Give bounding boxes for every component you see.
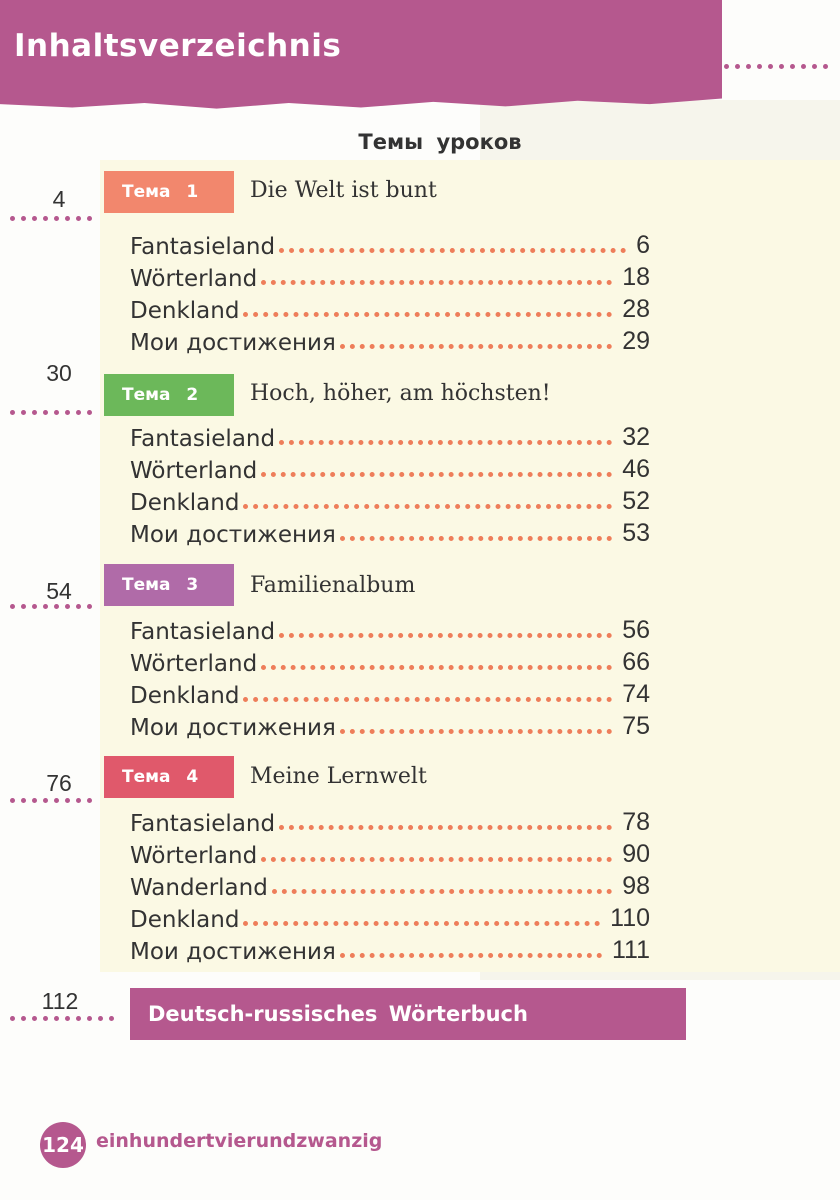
dot-leader <box>340 344 612 349</box>
entry-label: Wanderland <box>130 875 268 901</box>
dot-leader <box>261 665 612 670</box>
banner-dot-leader <box>724 64 834 69</box>
toc-entry[interactable] <box>130 228 650 260</box>
entry-label: Denkland <box>130 907 240 933</box>
entry-page: 52 <box>622 487 650 515</box>
entry-label: Fantasieland <box>130 426 276 452</box>
unit-title: Die Welt ist bunt <box>250 178 437 203</box>
entry-page: 78 <box>622 808 650 836</box>
entry-label: Мои достижения <box>130 939 336 965</box>
entry-label: Wörterland <box>130 458 258 484</box>
dictionary-link[interactable]: Deutsch-russisches Wörterbuch <box>130 988 686 1040</box>
dot-leader <box>243 697 612 702</box>
toc-entry[interactable] <box>130 420 650 452</box>
unit-title: Hoch, höher, am höchsten! <box>250 381 551 406</box>
dot-leader <box>272 889 612 894</box>
unit-dot-leader <box>10 410 98 415</box>
unit-start-page: 76 <box>46 770 72 796</box>
entry-page: 98 <box>622 872 650 900</box>
toc-entry[interactable] <box>130 516 650 548</box>
entry-page: 29 <box>622 327 650 355</box>
entry-label: Fantasieland <box>130 811 276 837</box>
unit-tag[interactable]: Тема 1 <box>104 171 234 213</box>
unit-start-page: 54 <box>46 578 72 604</box>
toc-entry[interactable] <box>130 452 650 484</box>
toc-entry[interactable] <box>130 709 650 741</box>
dot-leader <box>340 953 602 958</box>
entry-page: 74 <box>622 680 650 708</box>
toc-entry[interactable] <box>130 260 650 292</box>
dot-leader <box>279 825 612 830</box>
dot-leader <box>243 921 600 926</box>
entry-page: 90 <box>622 840 650 868</box>
dot-leader <box>243 504 612 509</box>
dot-leader <box>279 440 612 445</box>
lessons-heading: Темы уроков <box>358 130 522 154</box>
toc-entry[interactable] <box>130 933 650 965</box>
entry-page: 53 <box>622 519 650 547</box>
dot-leader <box>261 857 612 862</box>
entry-label: Wörterland <box>130 651 258 677</box>
dot-leader <box>340 729 612 734</box>
entry-label: Fantasieland <box>130 619 276 645</box>
dictionary-dot-leader <box>10 1016 120 1021</box>
toc-entry[interactable] <box>130 901 650 933</box>
unit-start-page: 4 <box>52 186 66 212</box>
dot-leader <box>279 248 626 253</box>
entry-page: 110 <box>610 904 650 932</box>
entry-page: 56 <box>622 616 650 644</box>
toc-entry[interactable] <box>130 645 650 677</box>
entry-page: 18 <box>622 263 650 291</box>
dot-leader <box>261 472 612 477</box>
entry-page: 32 <box>622 423 650 451</box>
toc-entry[interactable] <box>130 677 650 709</box>
entry-label: Мои достижения <box>130 330 336 356</box>
entry-page: 66 <box>622 648 650 676</box>
entry-page: 28 <box>622 295 650 323</box>
entry-label: Мои достижения <box>130 715 336 741</box>
entry-label: Denkland <box>130 298 240 324</box>
unit-tag[interactable]: Тема 2 <box>104 374 234 416</box>
unit-dot-leader <box>10 798 98 803</box>
dot-leader <box>261 280 612 285</box>
unit-dot-leader <box>10 216 98 221</box>
entry-label: Wörterland <box>130 843 258 869</box>
toc-entry[interactable] <box>130 292 650 324</box>
toc-entry[interactable] <box>130 869 650 901</box>
page-number-badge: 124 <box>40 1122 86 1168</box>
toc-entry[interactable] <box>130 837 650 869</box>
unit-tag[interactable]: Тема 3 <box>104 564 234 606</box>
toc-entry[interactable] <box>130 805 650 837</box>
dictionary-start-page: 112 <box>41 988 79 1014</box>
entry-label: Denkland <box>130 683 240 709</box>
dot-leader <box>279 633 612 638</box>
entry-label: Denkland <box>130 490 240 516</box>
unit-start-page: 30 <box>46 360 72 386</box>
unit-dot-leader <box>10 604 98 609</box>
unit-title: Familienalbum <box>250 573 416 598</box>
toc-entry[interactable] <box>130 324 650 356</box>
unit-title: Meine Lernwelt <box>250 764 427 789</box>
entry-page: 111 <box>611 936 650 964</box>
entry-page: 6 <box>636 231 650 259</box>
page-number-word: einhundertvierundzwanzig <box>96 1130 383 1152</box>
entry-page: 75 <box>622 712 650 740</box>
unit-tag[interactable]: Тема 4 <box>104 756 234 798</box>
toc-entry[interactable] <box>130 484 650 516</box>
entry-label: Wörterland <box>130 266 258 292</box>
page-title: Inhaltsverzeichnis <box>14 28 342 64</box>
entry-page: 46 <box>622 455 650 483</box>
entry-label: Fantasieland <box>130 234 276 260</box>
dot-leader <box>243 312 612 317</box>
toc-entry[interactable] <box>130 613 650 645</box>
dot-leader <box>340 536 612 541</box>
entry-label: Мои достижения <box>130 522 336 548</box>
